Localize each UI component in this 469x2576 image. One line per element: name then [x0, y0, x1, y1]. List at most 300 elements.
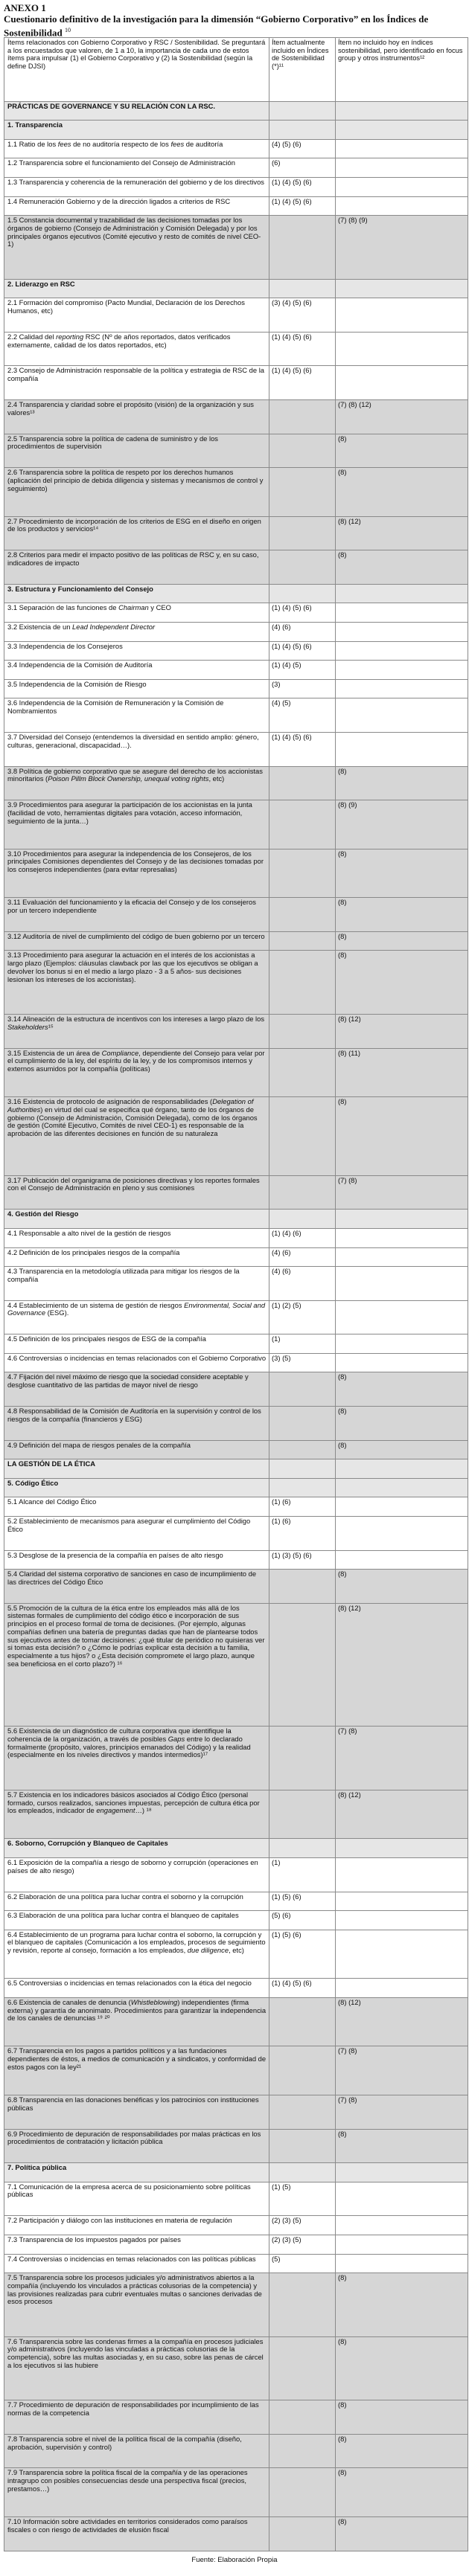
section-header-row	[4, 1839, 468, 1858]
table-row	[4, 298, 468, 333]
table-row	[4, 679, 468, 698]
annex-title: ANEXO 1	[4, 2, 46, 13]
not-included-cell: (8)	[336, 1372, 468, 1407]
item-cell: 7.3 Transparencia de los impuestos pagados por países	[4, 2235, 269, 2254]
included-index-cell	[269, 1407, 336, 1441]
included-index-cell: (1) (4) (5)	[269, 661, 336, 680]
item-cell: 3.3 Independencia de los Consejeros	[4, 641, 269, 661]
included-index-cell	[269, 1839, 336, 1858]
item-cell: 3.16 Existencia de protocolo de asignación de responsabilidades (Delegation of Authorities) en virtud del cual se especifica qué órgano, tanto de los órganos de gobierno (Consejo de Administración, Comisión Delegada), como de los órganos de gestión (Comité Ejecutivo, Comités de nivel CEO-1) es responsable de la aprobación de las diferentes decisiones en función de su naturaleza	[4, 1097, 269, 1176]
item-cell: 6.8 Transparencia en las donaciones benéficas y los patrocinios con instituciones públicas	[4, 2095, 269, 2130]
not-included-cell	[336, 366, 468, 400]
item-cell: 6.4 Establecimiento de un programa para luchar contra el soborno, la corrupción y el blanqueo de capitales (Comunicación a los empleados, procesos de seguimiento y revisión, reporte al consejo, formación a los empleados, due diligence, etc)	[4, 1930, 269, 1979]
item-cell: 3.10 Procedimientos para asegurar la independencia de los Consejeros, de los principales Comisiones dependientes del Consejo y de las decisiones tomadas por los consejeros independientes (para evitar represalias)	[4, 849, 269, 898]
not-included-cell	[336, 2163, 468, 2182]
item-cell: 1.2 Transparencia sobre el funcionamiento del Consejo de Administración	[4, 158, 269, 178]
table-row	[4, 800, 468, 849]
not-included-cell: (8) (9)	[336, 800, 468, 849]
table-row	[4, 931, 468, 951]
table-row	[4, 2434, 468, 2468]
not-included-cell: (8)	[336, 2468, 468, 2517]
table-row	[4, 2400, 468, 2435]
item-cell: 2. Liderazgo en RSC	[4, 279, 269, 298]
table-row	[4, 951, 468, 1015]
not-included-cell	[336, 623, 468, 642]
not-included-cell: (8)	[336, 2129, 468, 2163]
item-cell: 4. Gestión del Riesgo	[4, 1210, 269, 1229]
table-row	[4, 1930, 468, 1979]
not-included-cell: (8)	[336, 766, 468, 800]
table-row	[4, 1407, 468, 1441]
not-included-cell	[336, 1267, 468, 1301]
table-row	[4, 400, 468, 434]
included-index-cell: (4) (6)	[269, 1247, 336, 1267]
included-index-cell	[269, 2095, 336, 2130]
table-row	[4, 196, 468, 216]
included-index-cell	[269, 1603, 336, 1727]
included-index-cell: (6)	[269, 158, 336, 178]
included-index-cell: (4) (5) (6)	[269, 139, 336, 158]
not-included-cell: (8)	[336, 468, 468, 517]
item-cell: 7.2 Participación y diálogo con las instituciones en materia de regulación	[4, 2216, 269, 2235]
table-row	[4, 1516, 468, 1550]
included-index-cell	[269, 2400, 336, 2435]
included-index-cell: (2) (3) (5)	[269, 2216, 336, 2235]
source-note: Fuente: Elaboración Propia	[191, 2556, 278, 2564]
item-cell: 3.15 Existencia de un área de Compliance, dependiente del Consejo para velar por el cumplimiento de la ley, del espíritu de la ley, y de los compromisos internos y externos asumidos por la compañía (políticas)	[4, 1048, 269, 1097]
included-index-cell: (1) (6)	[269, 1516, 336, 1550]
included-index-cell: (4) (6)	[269, 1267, 336, 1301]
included-index-cell: (1) (2) (5)	[269, 1300, 336, 1334]
table-row	[4, 2235, 468, 2254]
item-cell: 3.6 Independencia de la Comisión de Remuneración y la Comisión de Nombramientos	[4, 698, 269, 733]
not-included-cell	[336, 2182, 468, 2216]
included-index-cell: (1) (5) (6)	[269, 1930, 336, 1979]
included-index-cell: (1) (5)	[269, 2182, 336, 2216]
table-row	[4, 1603, 468, 1727]
table-row	[4, 1550, 468, 1570]
table-row	[4, 1497, 468, 1517]
included-index-cell	[269, 400, 336, 434]
not-included-cell: (8)	[336, 849, 468, 898]
item-cell: 3.12 Auditoría de nivel de cumplimiento del código de buen gobierno por un tercero	[4, 931, 269, 951]
item-cell: 4.9 Definición del mapa de riesgos penales de la compañía	[4, 1440, 269, 1459]
not-included-cell: (8)	[336, 1407, 468, 1441]
not-included-cell	[336, 1228, 468, 1247]
included-index-cell	[269, 931, 336, 951]
table-row	[4, 661, 468, 680]
included-index-cell	[269, 550, 336, 585]
table-row	[4, 1015, 468, 1049]
table-row	[4, 698, 468, 733]
table-row	[4, 766, 468, 800]
item-cell: 3.4 Independencia de la Comisión de Auditoría	[4, 661, 269, 680]
included-index-cell	[269, 1048, 336, 1097]
item-cell: 5.1 Alcance del Código Ético	[4, 1497, 269, 1517]
table-row	[4, 733, 468, 767]
included-index-cell	[269, 2434, 336, 2468]
included-index-cell	[269, 216, 336, 280]
item-cell: 7.8 Transparencia sobre el nivel de la política fiscal de la compañía (diseño, aprobación, supervisión y control)	[4, 2434, 269, 2468]
included-index-cell	[269, 1997, 336, 2046]
table-row	[4, 2046, 468, 2095]
included-index-cell: (3) (4) (5) (6)	[269, 298, 336, 333]
item-cell: 1.5 Constancia documental y trazabilidad de las decisiones tomadas por los órganos de gobierno (Consejo de Administración y Comisión Delegada) y por los principales órganos ejecutivos (Comité ejecutivo y resto de comités de nivel CEO-1)	[4, 216, 269, 280]
table-row	[4, 1175, 468, 1210]
item-cell: 5.7 Existencia en los indicadores básicos asociados al Código Ético (personal formado, cursos realizados, sanciones impuestas, percepción de cultura ética por los empleados, indicador de engagement…) ¹⁸	[4, 1790, 269, 1839]
not-included-cell: (7) (8) (12)	[336, 400, 468, 434]
not-included-cell	[336, 661, 468, 680]
table-row	[4, 849, 468, 898]
included-index-cell	[269, 1570, 336, 1604]
not-included-cell: (8)	[336, 931, 468, 951]
item-cell: 3.9 Procedimientos para asegurar la participación de los accionistas en la junta (facilidad de voto, herramientas digitales para votación, acceso información, seguimiento de la junta…)	[4, 800, 269, 849]
included-index-cell: (1) (4) (5) (6)	[269, 177, 336, 196]
included-index-cell	[269, 2336, 336, 2400]
not-included-cell: (7) (8)	[336, 2095, 468, 2130]
not-included-cell: (7) (8) (9)	[336, 216, 468, 280]
item-cell: 1.4 Remuneración Gobierno y de la dirección ligados a criterios de RSC	[4, 196, 269, 216]
item-cell: PRÁCTICAS DE GOVERNANCE Y SU RELACIÓN CON LA RSC.	[4, 101, 269, 121]
item-cell: 3.5 Independencia de la Comisión de Riesgo	[4, 679, 269, 698]
included-index-cell	[269, 951, 336, 1015]
table-row	[4, 641, 468, 661]
item-cell: 2.4 Transparencia y claridad sobre el propósito (visión) de la organización y sus valores¹³	[4, 400, 269, 434]
included-index-cell	[269, 1372, 336, 1407]
table-row	[4, 2468, 468, 2517]
included-index-cell: (5) (6)	[269, 1911, 336, 1930]
included-index-cell	[269, 2516, 336, 2551]
included-index-cell: (1) (4) (5) (6)	[269, 733, 336, 767]
included-index-cell: (1) (4) (5) (6)	[269, 641, 336, 661]
table-row	[4, 1372, 468, 1407]
not-included-cell: (8) (11)	[336, 1048, 468, 1097]
not-included-cell	[336, 1979, 468, 1998]
table-caption	[4, 13, 462, 38]
table-row	[4, 603, 468, 623]
table-row	[4, 1892, 468, 1911]
included-index-cell	[269, 2129, 336, 2163]
not-included-cell	[336, 2216, 468, 2235]
section-header-row	[4, 1210, 468, 1229]
table-row	[4, 1267, 468, 1301]
item-cell: 3.1 Separación de las funciones de Chairman y CEO	[4, 603, 269, 623]
included-index-cell	[269, 101, 336, 121]
included-index-cell	[269, 898, 336, 932]
item-cell: 6.1 Exposición de la compañía a riesgo de soborno y corrupción (operaciones en países de alto riesgo)	[4, 1857, 269, 1892]
not-included-cell: (8)	[336, 2336, 468, 2400]
table-row	[4, 1979, 468, 1998]
table-row	[4, 1300, 468, 1334]
included-index-cell	[269, 1440, 336, 1459]
included-index-cell	[269, 2163, 336, 2182]
header-not-included-cell: Ítem no incluido hoy en índices sostenibilidad, pero identificado en focus group y otros instrumentos¹²	[336, 38, 468, 102]
table-row	[4, 2216, 468, 2235]
item-cell: 1.1 Ratio de los fees de no auditoría respecto de los fees de auditoría	[4, 139, 269, 158]
item-cell: 6.7 Transparencia en los pagos a partidos políticos y a las fundaciones dependientes de éstos, a medios de comunicación y a sindicatos, y conformidad de estos pagos con la ley²¹	[4, 2046, 269, 2095]
table-row	[4, 434, 468, 468]
not-included-cell: (8)	[336, 898, 468, 932]
not-included-cell	[336, 1210, 468, 1229]
item-cell: 7. Política pública	[4, 2163, 269, 2182]
table-row	[4, 1228, 468, 1247]
not-included-cell	[336, 1839, 468, 1858]
not-included-cell: (8)	[336, 2273, 468, 2337]
table-row	[4, 1097, 468, 1176]
not-included-cell: (8) (12)	[336, 1997, 468, 2046]
included-index-cell: (4) (6)	[269, 623, 336, 642]
not-included-cell	[336, 177, 468, 196]
not-included-cell	[336, 298, 468, 333]
table-row	[4, 2182, 468, 2216]
included-index-cell: (1)	[269, 1334, 336, 1354]
not-included-cell	[336, 1459, 468, 1479]
not-included-cell	[336, 158, 468, 178]
item-cell: 6.3 Elaboración de una política para luchar contra el blanqueo de capitales	[4, 1911, 269, 1930]
item-cell: 7.5 Transparencia sobre los procesos judiciales y/o administrativos abiertos a la compañía (incluyendo los vinculados a prácticas colusorias de la competencia) y las provisiones realizadas para cubrir eventuales multas o sanciones derivadas de esos procesos	[4, 2273, 269, 2337]
included-index-cell	[269, 279, 336, 298]
included-index-cell	[269, 1727, 336, 1790]
not-included-cell	[336, 1857, 468, 1892]
item-cell: 5.6 Existencia de un diagnóstico de cultura corporativa que identifique la coherencia de la organización, a través de posibles Gaps entre lo declarado formalmente (propósito, valores, principios emanados del Código) y la realidad (especialmente en los niveles directivos y mandos intermedios)¹⁷	[4, 1727, 269, 1790]
table-row	[4, 1334, 468, 1354]
table-row	[4, 1911, 468, 1930]
caption-text: Cuestionario definitivo de la investigación para la dimensión “Gobierno Corporativo” en los Índices de Sostenibilidad	[4, 13, 429, 39]
item-cell: 4.1 Responsable a alto nivel de la gestión de riesgos	[4, 1228, 269, 1247]
table-row	[4, 468, 468, 517]
table-row	[4, 516, 468, 550]
header-included-cell: Ítem actualmente incluido en Índices de Sostenibilidad (*)¹¹	[269, 38, 336, 102]
item-cell: 2.8 Criterios para medir el impacto positivo de las políticas de RSC y, en su caso, indicadores de impacto	[4, 550, 269, 585]
included-index-cell: (1) (4) (5) (6)	[269, 196, 336, 216]
included-index-cell	[269, 1478, 336, 1497]
not-included-cell: (7) (8)	[336, 1727, 468, 1790]
item-cell: 2.6 Transparencia sobre la política de respeto por los derechos humanos (aplicación del principio de debida diligencia y sistemas y mecanismos de control y seguimiento)	[4, 468, 269, 517]
not-included-cell	[336, 1550, 468, 1570]
table-row	[4, 1857, 468, 1892]
table-row	[4, 216, 468, 280]
item-cell: 3.8 Política de gobierno corporativo que se asegure del derecho de los accionistas minoritarios (Poison Pillm Block Ownership, unequal voting rights, etc)	[4, 766, 269, 800]
table-row	[4, 623, 468, 642]
included-index-cell	[269, 1790, 336, 1839]
table-row	[4, 1353, 468, 1372]
included-index-cell	[269, 849, 336, 898]
table-row	[4, 158, 468, 178]
not-included-cell: (8)	[336, 434, 468, 468]
included-index-cell	[269, 2468, 336, 2517]
included-index-cell: (1) (4) (5) (6)	[269, 1979, 336, 1998]
item-cell: 2.2 Calidad del reporting RSC (Nº de años reportados, datos verificados externamente, calidad de los datos reportados, etc)	[4, 332, 269, 366]
table-row	[4, 1727, 468, 1790]
not-included-cell	[336, 584, 468, 603]
table-row	[4, 139, 468, 158]
item-cell: 7.10 Información sobre actividades en territorios considerados como paraísos fiscales o con riesgo de actividades de elusión fiscal	[4, 2516, 269, 2551]
included-index-cell	[269, 1015, 336, 1049]
included-index-cell	[269, 121, 336, 140]
included-index-cell: (1) (3) (5) (6)	[269, 1550, 336, 1570]
not-included-cell	[336, 1300, 468, 1334]
item-cell: 6.9 Procedimiento de depuración de responsabilidades por malas prácticas en los procedimientos de contratación y licitación pública	[4, 2129, 269, 2163]
item-cell: 4.3 Transparencia en la metodología utilizada para mitigar los riesgos de la compañía	[4, 1267, 269, 1301]
item-cell: 7.1 Comunicación de la empresa acerca de su posicionamiento sobre políticas públicas	[4, 2182, 269, 2216]
not-included-cell: (7) (8)	[336, 1175, 468, 1210]
section-header-row	[4, 121, 468, 140]
item-cell: 6. Soborno, Corrupción y Blanqueo de Capitales	[4, 1839, 269, 1858]
item-cell: 5. Código Ético	[4, 1478, 269, 1497]
item-cell: 4.2 Definición de los principales riesgos de la compañía	[4, 1247, 269, 1267]
item-cell: 3.13 Procedimiento para asegurar la actuación en el interés de los accionistas a largo plazo (Ejemplos: cláusulas clawback por las que los ejecutivos se obligan a devolver los bonus si en el medio a largo plazo - 3 a 5 años- sus decisiones lesionan los intereses de los accionistas).	[4, 951, 269, 1015]
table-row	[4, 2254, 468, 2273]
annex-header	[4, 3, 462, 37]
table-row	[4, 2129, 468, 2163]
caption-footnote-ref: 10	[65, 27, 71, 33]
table-row	[4, 2095, 468, 2130]
not-included-cell	[336, 196, 468, 216]
item-cell: 3.7 Diversidad del Consejo (entendemos la diversidad en sentido amplio: género, culturas, generacional, discapacidad…).	[4, 733, 269, 767]
section-header-row	[4, 1478, 468, 1497]
included-index-cell: (2) (3) (5)	[269, 2235, 336, 2254]
not-included-cell: (8)	[336, 2434, 468, 2468]
not-included-cell	[336, 1497, 468, 1517]
section-header-row	[4, 584, 468, 603]
item-cell: 5.3 Desglose de la presencia de la compañía en países de alto riesgo	[4, 1550, 269, 1570]
item-cell: 7.6 Transparencia sobre las condenas firmes a la compañía en procesos judiciales y/o administrativos (incluyendo las vinculadas a prácticas colusorias de la competencia), sobre las multas asociadas y, en su caso, sobre las penas de cárcel a los ejecutivos si las hubiere	[4, 2336, 269, 2400]
included-index-cell: (1) (5) (6)	[269, 1892, 336, 1911]
not-included-cell	[336, 332, 468, 366]
not-included-cell: (8) (12)	[336, 516, 468, 550]
included-index-cell: (5)	[269, 2254, 336, 2273]
item-cell: 4.6 Controversias o incidencias en temas relacionados con el Gobierno Corporativo	[4, 1353, 269, 1372]
not-included-cell	[336, 698, 468, 733]
item-cell: 3.17 Publicación del organigrama de posiciones directivas y los reportes formales con el Consejo de Administración en pleno y sus comisiones	[4, 1175, 269, 1210]
table-row	[4, 366, 468, 400]
not-included-cell	[336, 679, 468, 698]
included-index-cell: (3)	[269, 679, 336, 698]
included-index-cell: (1) (4) (5) (6)	[269, 603, 336, 623]
not-included-cell: (8)	[336, 2516, 468, 2551]
item-cell: 4.8 Responsabilidad de la Comisión de Auditoría en la supervisión y control de los riesgos de la compañía (financieros y ESG)	[4, 1407, 269, 1441]
not-included-cell	[336, 139, 468, 158]
table-row	[4, 550, 468, 585]
included-index-cell: (1) (4) (5) (6)	[269, 366, 336, 400]
item-cell: 7.4 Controversias o incidencias en temas relacionados con las políticas públicas	[4, 2254, 269, 2273]
item-cell: 2.7 Procedimiento de incorporación de los criterios de ESG en el diseño en origen de los productos y servicios¹⁴	[4, 516, 269, 550]
item-cell: 4.7 Fijación del nivel máximo de riesgo que la sociedad considere aceptable y desglose cuantitativo de las partidas de mayor nivel de riesgo	[4, 1372, 269, 1407]
section-header-row	[4, 279, 468, 298]
not-included-cell	[336, 279, 468, 298]
item-cell: 2.1 Formación del compromiso (Pacto Mundial, Declaración de los Derechos Humanos, etc)	[4, 298, 269, 333]
included-index-cell	[269, 2046, 336, 2095]
table-row	[4, 1048, 468, 1097]
not-included-cell: (8)	[336, 1570, 468, 1604]
not-included-cell	[336, 1911, 468, 1930]
included-index-cell: (1) (4) (5) (6)	[269, 332, 336, 366]
item-cell: 1. Transparencia	[4, 121, 269, 140]
not-included-cell	[336, 101, 468, 121]
not-included-cell	[336, 603, 468, 623]
included-index-cell: (4) (5)	[269, 698, 336, 733]
table-row	[4, 1570, 468, 1604]
included-index-cell: (3) (5)	[269, 1353, 336, 1372]
item-cell: 3.11 Evaluación del funcionamiento y la eficacia del Consejo y de los consejeros por un tercero independiente	[4, 898, 269, 932]
item-cell: 6.2 Elaboración de una política para luchar contra el soborno y la corrupción	[4, 1892, 269, 1911]
item-cell: 3. Estructura y Funcionamiento del Consejo	[4, 584, 269, 603]
not-included-cell	[336, 121, 468, 140]
item-cell: 1.3 Transparencia y coherencia de la remuneración del gobierno y de los directivos	[4, 177, 269, 196]
section-header-row	[4, 101, 468, 121]
not-included-cell: (8) (12)	[336, 1603, 468, 1727]
included-index-cell: (1)	[269, 1857, 336, 1892]
not-included-cell: (8) (12)	[336, 1790, 468, 1839]
table-row	[4, 2336, 468, 2400]
included-index-cell	[269, 434, 336, 468]
header-row	[4, 38, 468, 102]
item-cell: 5.2 Establecimiento de mecanismos para asegurar el cumplimiento del Código Ético	[4, 1516, 269, 1550]
included-index-cell	[269, 1175, 336, 1210]
table-body	[4, 38, 468, 2551]
item-cell: 2.5 Transparencia sobre la política de cadena de suministro y de los procedimientos de supervisión	[4, 434, 269, 468]
not-included-cell: (8)	[336, 2400, 468, 2435]
item-cell: 4.5 Definición de los principales riesgos de ESG de la compañía	[4, 1334, 269, 1354]
section-header-row	[4, 1459, 468, 1479]
table-row	[4, 1247, 468, 1267]
included-index-cell	[269, 1097, 336, 1176]
item-cell: 5.4 Claridad del sistema corporativo de sanciones en caso de incumplimiento de las directrices del Código Ético	[4, 1570, 269, 1604]
not-included-cell: (8)	[336, 1097, 468, 1176]
not-included-cell	[336, 2254, 468, 2273]
included-index-cell	[269, 1459, 336, 1479]
not-included-cell: (7) (8)	[336, 2046, 468, 2095]
not-included-cell	[336, 733, 468, 767]
item-cell: 4.4 Establecimiento de un sistema de gestión de riesgos Environmental, Social and Governance (ESG).	[4, 1300, 269, 1334]
not-included-cell	[336, 1334, 468, 1354]
not-included-cell	[336, 641, 468, 661]
table-row	[4, 1440, 468, 1459]
table-row	[4, 1997, 468, 2046]
table-row	[4, 1790, 468, 1839]
table-row	[4, 332, 468, 366]
item-cell: 7.9 Transparencia sobre la política fiscal de la compañía y de las operaciones intragrupo con posibles consecuencias desde una perspectiva fiscal (precios, prestamos…)	[4, 2468, 269, 2517]
included-index-cell	[269, 516, 336, 550]
item-cell: 5.5 Promoción de la cultura de la ética entre los empleados más allá de los sistemas formales de cumplimiento del código ético e incorporación de sus principios en el proceso formal de toma de decisiones. (Por ejemplo, algunas compañías definen una batería de preguntas dadas que han de plantearse todos sus ejecutivos antes de tomar decisiones: ¿qué titular de periódico no quisieras ver si tomas esta decisión? o ¿Cómo le podrías explicar esta decisión a tu familia, especialmente a tus hijos? o ¿Esta decisión compromete el largo plazo, aunque sea beneficiosa en el corto plazo?) ¹⁶	[4, 1603, 269, 1727]
item-cell: 3.2 Existencia de un Lead Independent Director	[4, 623, 269, 642]
questionnaire-table	[4, 37, 468, 2551]
included-index-cell	[269, 800, 336, 849]
not-included-cell: (8) (12)	[336, 1015, 468, 1049]
not-included-cell	[336, 2235, 468, 2254]
included-index-cell	[269, 2273, 336, 2337]
section-header-row	[4, 2163, 468, 2182]
included-index-cell: (1) (6)	[269, 1497, 336, 1517]
not-included-cell	[336, 1892, 468, 1911]
not-included-cell	[336, 1478, 468, 1497]
not-included-cell: (8)	[336, 951, 468, 1015]
item-cell: 2.3 Consejo de Administración responsable de la política y estrategia de RSC de la compañía	[4, 366, 269, 400]
not-included-cell	[336, 1516, 468, 1550]
header-items-cell: Ítems relacionados con Gobierno Corporativo y RSC / Sostenibilidad. Se preguntará a los encuestados que valoren, de 1 a 10, la importancia de cada uno de estos ítems para impulsar (1) el Gobierno Corporativo y (2) la Sostenibilidad (según la define DJSI)	[4, 38, 269, 102]
table-row	[4, 2273, 468, 2337]
item-cell: 6.6 Existencia de canales de denuncia (Whistleblowing) independientes (firma externa) y garantía de anonimato. Procedimientos para garantizar la independencia de los canales de denuncias ¹⁹ ²⁰	[4, 1997, 269, 2046]
included-index-cell: (1) (4) (6)	[269, 1228, 336, 1247]
not-included-cell	[336, 1930, 468, 1979]
table-row	[4, 2516, 468, 2551]
item-cell: LA GESTIÓN DE LA ÉTICA	[4, 1459, 269, 1479]
included-index-cell	[269, 766, 336, 800]
table-row	[4, 177, 468, 196]
included-index-cell	[269, 1210, 336, 1229]
not-included-cell	[336, 1353, 468, 1372]
not-included-cell: (8)	[336, 1440, 468, 1459]
